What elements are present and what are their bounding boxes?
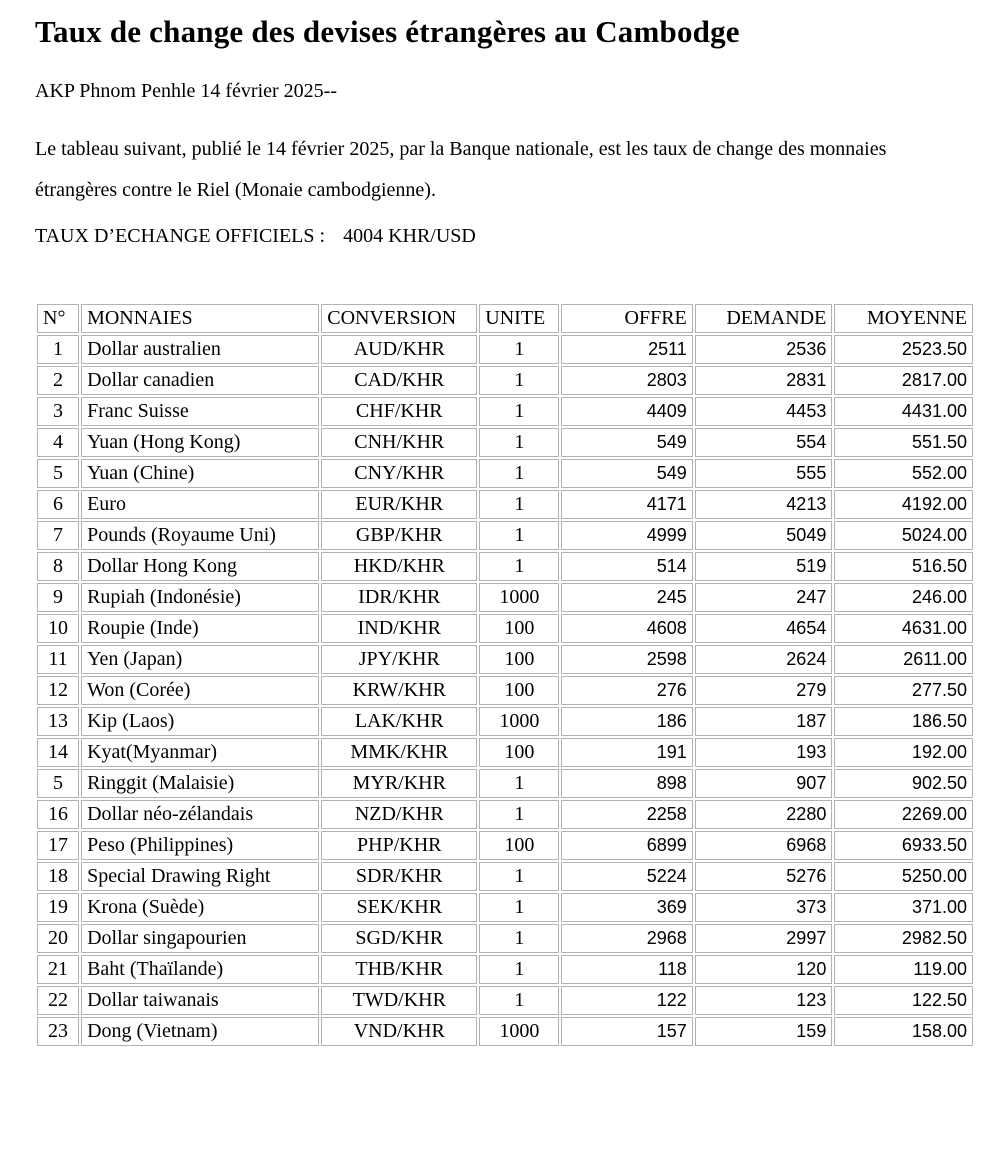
intro-paragraph: Le tableau suivant, publié le 14 février 2025, par la Banque nationale, est les taux de change des monnaies étrangères contre le Riel (Monaie cambodgienne). [35, 137, 887, 201]
cell-unit: 100 [479, 738, 559, 767]
cell-conversion: MYR/KHR [321, 769, 477, 798]
cell-row-number: 9 [37, 583, 79, 612]
cell-moyenne: 5250.00 [834, 862, 973, 891]
cell-moyenne: 192.00 [834, 738, 973, 767]
cell-offre: 4608 [561, 614, 692, 643]
table-row [37, 800, 973, 829]
cell-moyenne: 2817.00 [834, 366, 973, 395]
cell-demande: 120 [695, 955, 833, 984]
cell-row-number: 12 [37, 676, 79, 705]
cell-currency-name: Dollar australien [81, 335, 319, 364]
cell-unit: 1 [479, 862, 559, 891]
cell-currency-name: Yen (Japan) [81, 645, 319, 674]
table-row [37, 893, 973, 922]
cell-demande: 2831 [695, 366, 833, 395]
cell-offre: 191 [561, 738, 692, 767]
cell-currency-name: Roupie (Inde) [81, 614, 319, 643]
cell-moyenne: 5024.00 [834, 521, 973, 550]
cell-currency-name: Franc Suisse [81, 397, 319, 426]
cell-currency-name: Dollar canadien [81, 366, 319, 395]
cell-currency-name: Yuan (Hong Kong) [81, 428, 319, 457]
column-header-unite: UNITE [479, 304, 559, 333]
cell-moyenne: 2523.50 [834, 335, 973, 364]
cell-currency-name: Dollar taiwanais [81, 986, 319, 1015]
table-row [37, 490, 973, 519]
cell-row-number: 11 [37, 645, 79, 674]
cell-conversion: JPY/KHR [321, 645, 477, 674]
cell-conversion: THB/KHR [321, 955, 477, 984]
cell-unit: 1000 [479, 707, 559, 736]
cell-moyenne: 4431.00 [834, 397, 973, 426]
table-row [37, 645, 973, 674]
cell-demande: 193 [695, 738, 833, 767]
cell-currency-name: Pounds (Royaume Uni) [81, 521, 319, 550]
cell-offre: 4171 [561, 490, 692, 519]
table-row [37, 955, 973, 984]
cell-demande: 519 [695, 552, 833, 581]
cell-unit: 1 [479, 552, 559, 581]
cell-demande: 5049 [695, 521, 833, 550]
cell-conversion: CNH/KHR [321, 428, 477, 457]
cell-conversion: KRW/KHR [321, 676, 477, 705]
cell-offre: 2968 [561, 924, 692, 953]
cell-row-number: 14 [37, 738, 79, 767]
cell-unit: 1 [479, 769, 559, 798]
cell-unit: 1 [479, 428, 559, 457]
cell-offre: 5224 [561, 862, 692, 891]
cell-offre: 118 [561, 955, 692, 984]
table-row [37, 862, 973, 891]
cell-conversion: IDR/KHR [321, 583, 477, 612]
table-row [37, 335, 973, 364]
cell-conversion: SDR/KHR [321, 862, 477, 891]
cell-row-number: 21 [37, 955, 79, 984]
column-header-monnaies: MONNAIES [81, 304, 319, 333]
cell-offre: 122 [561, 986, 692, 1015]
table-header [37, 304, 973, 333]
table-row [37, 769, 973, 798]
cell-moyenne: 246.00 [834, 583, 973, 612]
cell-conversion: IND/KHR [321, 614, 477, 643]
cell-conversion: VND/KHR [321, 1017, 477, 1046]
page-title: Taux de change des devises étrangères au Cambodge [35, 14, 740, 49]
cell-row-number: 2 [37, 366, 79, 395]
cell-offre: 2258 [561, 800, 692, 829]
cell-moyenne: 2269.00 [834, 800, 973, 829]
cell-unit: 100 [479, 614, 559, 643]
column-header-offre: OFFRE [561, 304, 692, 333]
cell-row-number: 23 [37, 1017, 79, 1046]
exchange-rate-table [35, 302, 975, 1048]
cell-conversion: CNY/KHR [321, 459, 477, 488]
cell-unit: 1 [479, 986, 559, 1015]
cell-unit: 1 [479, 800, 559, 829]
cell-currency-name: Dong (Vietnam) [81, 1017, 319, 1046]
cell-offre: 369 [561, 893, 692, 922]
cell-demande: 4453 [695, 397, 833, 426]
cell-row-number: 10 [37, 614, 79, 643]
cell-currency-name: Peso (Philippines) [81, 831, 319, 860]
cell-conversion: SEK/KHR [321, 893, 477, 922]
official-rate-line [35, 225, 973, 248]
table-row [37, 366, 973, 395]
table-row [37, 707, 973, 736]
cell-currency-name: Euro [81, 490, 319, 519]
cell-unit: 1 [479, 490, 559, 519]
cell-conversion: GBP/KHR [321, 521, 477, 550]
cell-demande: 373 [695, 893, 833, 922]
cell-conversion: CAD/KHR [321, 366, 477, 395]
table-row [37, 614, 973, 643]
cell-conversion: LAK/KHR [321, 707, 477, 736]
cell-conversion: TWD/KHR [321, 986, 477, 1015]
cell-moyenne: 551.50 [834, 428, 973, 457]
cell-moyenne: 4631.00 [834, 614, 973, 643]
cell-row-number: 22 [37, 986, 79, 1015]
cell-offre: 4999 [561, 521, 692, 550]
table-row [37, 428, 973, 457]
cell-currency-name: Dollar Hong Kong [81, 552, 319, 581]
cell-currency-name: Baht (Thaïlande) [81, 955, 319, 984]
cell-demande: 907 [695, 769, 833, 798]
column-header-no: N° [37, 304, 79, 333]
cell-currency-name: Ringgit (Malaisie) [81, 769, 319, 798]
cell-offre: 276 [561, 676, 692, 705]
cell-unit: 1 [479, 366, 559, 395]
cell-row-number: 20 [37, 924, 79, 953]
cell-currency-name: Dollar néo-zélandais [81, 800, 319, 829]
table-row [37, 986, 973, 1015]
table-row [37, 397, 973, 426]
cell-demande: 4213 [695, 490, 833, 519]
cell-row-number: 13 [37, 707, 79, 736]
cell-demande: 123 [695, 986, 833, 1015]
cell-demande: 187 [695, 707, 833, 736]
cell-conversion: PHP/KHR [321, 831, 477, 860]
table-row [37, 676, 973, 705]
cell-moyenne: 2611.00 [834, 645, 973, 674]
cell-row-number: 17 [37, 831, 79, 860]
cell-row-number: 3 [37, 397, 79, 426]
cell-currency-name: Won (Corée) [81, 676, 319, 705]
cell-offre: 549 [561, 428, 692, 457]
cell-row-number: 5 [37, 459, 79, 488]
cell-moyenne: 4192.00 [834, 490, 973, 519]
cell-offre: 2511 [561, 335, 692, 364]
cell-demande: 555 [695, 459, 833, 488]
table-row [37, 583, 973, 612]
cell-unit: 100 [479, 831, 559, 860]
cell-demande: 2280 [695, 800, 833, 829]
cell-demande: 2624 [695, 645, 833, 674]
cell-row-number: 4 [37, 428, 79, 457]
cell-row-number: 16 [37, 800, 79, 829]
table-row [37, 738, 973, 767]
cell-unit: 1 [479, 955, 559, 984]
cell-unit: 1 [479, 924, 559, 953]
cell-conversion: AUD/KHR [321, 335, 477, 364]
cell-offre: 549 [561, 459, 692, 488]
column-header-conversion: CONVERSION [321, 304, 477, 333]
cell-currency-name: Krona (Suède) [81, 893, 319, 922]
table-row [37, 459, 973, 488]
byline: AKP Phnom Penhle 14 février 2025-- [35, 79, 337, 102]
cell-moyenne: 2982.50 [834, 924, 973, 953]
cell-currency-name: Rupiah (Indonésie) [81, 583, 319, 612]
cell-currency-name: Kyat(Myanmar) [81, 738, 319, 767]
column-header-moyenne: MOYENNE [834, 304, 973, 333]
cell-unit: 100 [479, 645, 559, 674]
cell-conversion: MMK/KHR [321, 738, 477, 767]
cell-moyenne: 371.00 [834, 893, 973, 922]
cell-currency-name: Yuan (Chine) [81, 459, 319, 488]
cell-offre: 157 [561, 1017, 692, 1046]
cell-row-number: 1 [37, 335, 79, 364]
cell-moyenne: 552.00 [834, 459, 973, 488]
table-row [37, 831, 973, 860]
cell-demande: 2997 [695, 924, 833, 953]
cell-conversion: NZD/KHR [321, 800, 477, 829]
cell-unit: 1 [479, 397, 559, 426]
cell-offre: 4409 [561, 397, 692, 426]
cell-moyenne: 158.00 [834, 1017, 973, 1046]
cell-currency-name: Dollar singapourien [81, 924, 319, 953]
cell-row-number: 6 [37, 490, 79, 519]
cell-offre: 245 [561, 583, 692, 612]
cell-row-number: 8 [37, 552, 79, 581]
table-row [37, 521, 973, 550]
cell-conversion: SGD/KHR [321, 924, 477, 953]
cell-unit: 1 [479, 335, 559, 364]
cell-unit: 1 [479, 893, 559, 922]
table-row [37, 1017, 973, 1046]
cell-moyenne: 277.50 [834, 676, 973, 705]
cell-offre: 186 [561, 707, 692, 736]
cell-unit: 1 [479, 459, 559, 488]
cell-offre: 2803 [561, 366, 692, 395]
cell-offre: 6899 [561, 831, 692, 860]
cell-demande: 5276 [695, 862, 833, 891]
cell-row-number: 7 [37, 521, 79, 550]
cell-moyenne: 122.50 [834, 986, 973, 1015]
cell-unit: 1000 [479, 1017, 559, 1046]
cell-moyenne: 119.00 [834, 955, 973, 984]
cell-moyenne: 186.50 [834, 707, 973, 736]
cell-offre: 898 [561, 769, 692, 798]
table-body [37, 335, 973, 1046]
cell-demande: 554 [695, 428, 833, 457]
cell-unit: 100 [479, 676, 559, 705]
cell-row-number: 18 [37, 862, 79, 891]
cell-demande: 279 [695, 676, 833, 705]
cell-demande: 159 [695, 1017, 833, 1046]
table-row [37, 552, 973, 581]
table-row [37, 924, 973, 953]
cell-demande: 6968 [695, 831, 833, 860]
table-header-row [37, 304, 973, 333]
cell-demande: 4654 [695, 614, 833, 643]
cell-currency-name: Kip (Laos) [81, 707, 319, 736]
cell-conversion: EUR/KHR [321, 490, 477, 519]
cell-moyenne: 902.50 [834, 769, 973, 798]
cell-demande: 247 [695, 583, 833, 612]
cell-offre: 514 [561, 552, 692, 581]
cell-offre: 2598 [561, 645, 692, 674]
column-header-demande: DEMANDE [695, 304, 833, 333]
cell-row-number: 19 [37, 893, 79, 922]
cell-currency-name: Special Drawing Right [81, 862, 319, 891]
cell-conversion: CHF/KHR [321, 397, 477, 426]
official-rate-value: 4004 KHR/USD [343, 224, 476, 247]
cell-moyenne: 6933.50 [834, 831, 973, 860]
official-rate-label: TAUX D’ECHANGE OFFICIELS : [35, 224, 326, 247]
cell-unit: 1 [479, 521, 559, 550]
cell-unit: 1000 [479, 583, 559, 612]
cell-moyenne: 516.50 [834, 552, 973, 581]
cell-demande: 2536 [695, 335, 833, 364]
cell-row-number: 5 [37, 769, 79, 798]
cell-conversion: HKD/KHR [321, 552, 477, 581]
